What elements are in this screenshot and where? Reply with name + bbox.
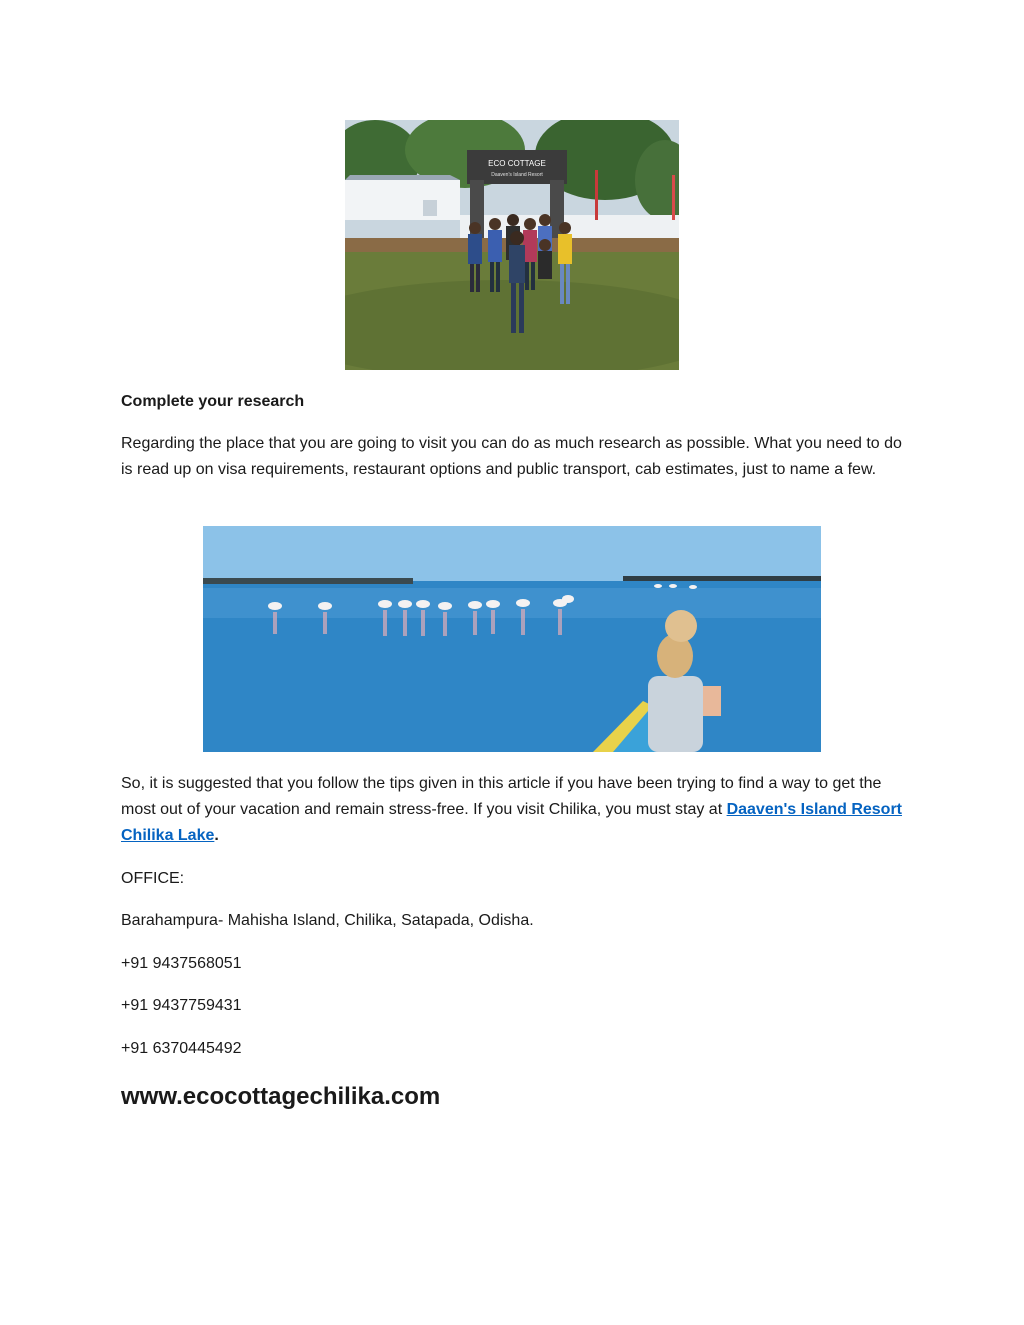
resort-link[interactable]: Daaven's Island Resort Chilika Lake [121, 801, 903, 844]
closing-text: So, it is suggested that you follow the tips given in this article if you have been trying to find a way to get the most out of your vacation and remain stress-free. If you visit Chilika, you must stay at [121, 775, 882, 818]
phone-number: +91 6370445492 [121, 1040, 242, 1057]
phone-number: +91 9437759431 [121, 997, 242, 1014]
website-url: www.ecocottagechilika.com [121, 1083, 441, 1110]
office-label: OFFICE: [121, 870, 185, 887]
office-address: Barahampura- Mahisha Island, Chilika, Satapada, Odisha. [121, 912, 534, 929]
phone-number: +91 9437568051 [121, 955, 242, 972]
closing-paragraph [121, 771, 904, 849]
lake-photo-illustration [203, 526, 821, 752]
group-photo-illustration [345, 120, 679, 370]
group-photo [345, 120, 679, 370]
gate-sign-title: ECO COTTAGE [488, 159, 546, 168]
section-heading: Complete your research [121, 393, 305, 410]
gate-sign-subtitle: Daaven's Island Resort [491, 172, 543, 178]
closing-period: . [214, 827, 219, 844]
lake-photo [203, 526, 821, 752]
research-paragraph: Regarding the place that you are going to visit you can do as much research as possible. What you need to do is read up on visa requirements, restaurant options and public transport, cab estimates, just to name a few. [121, 435, 902, 478]
